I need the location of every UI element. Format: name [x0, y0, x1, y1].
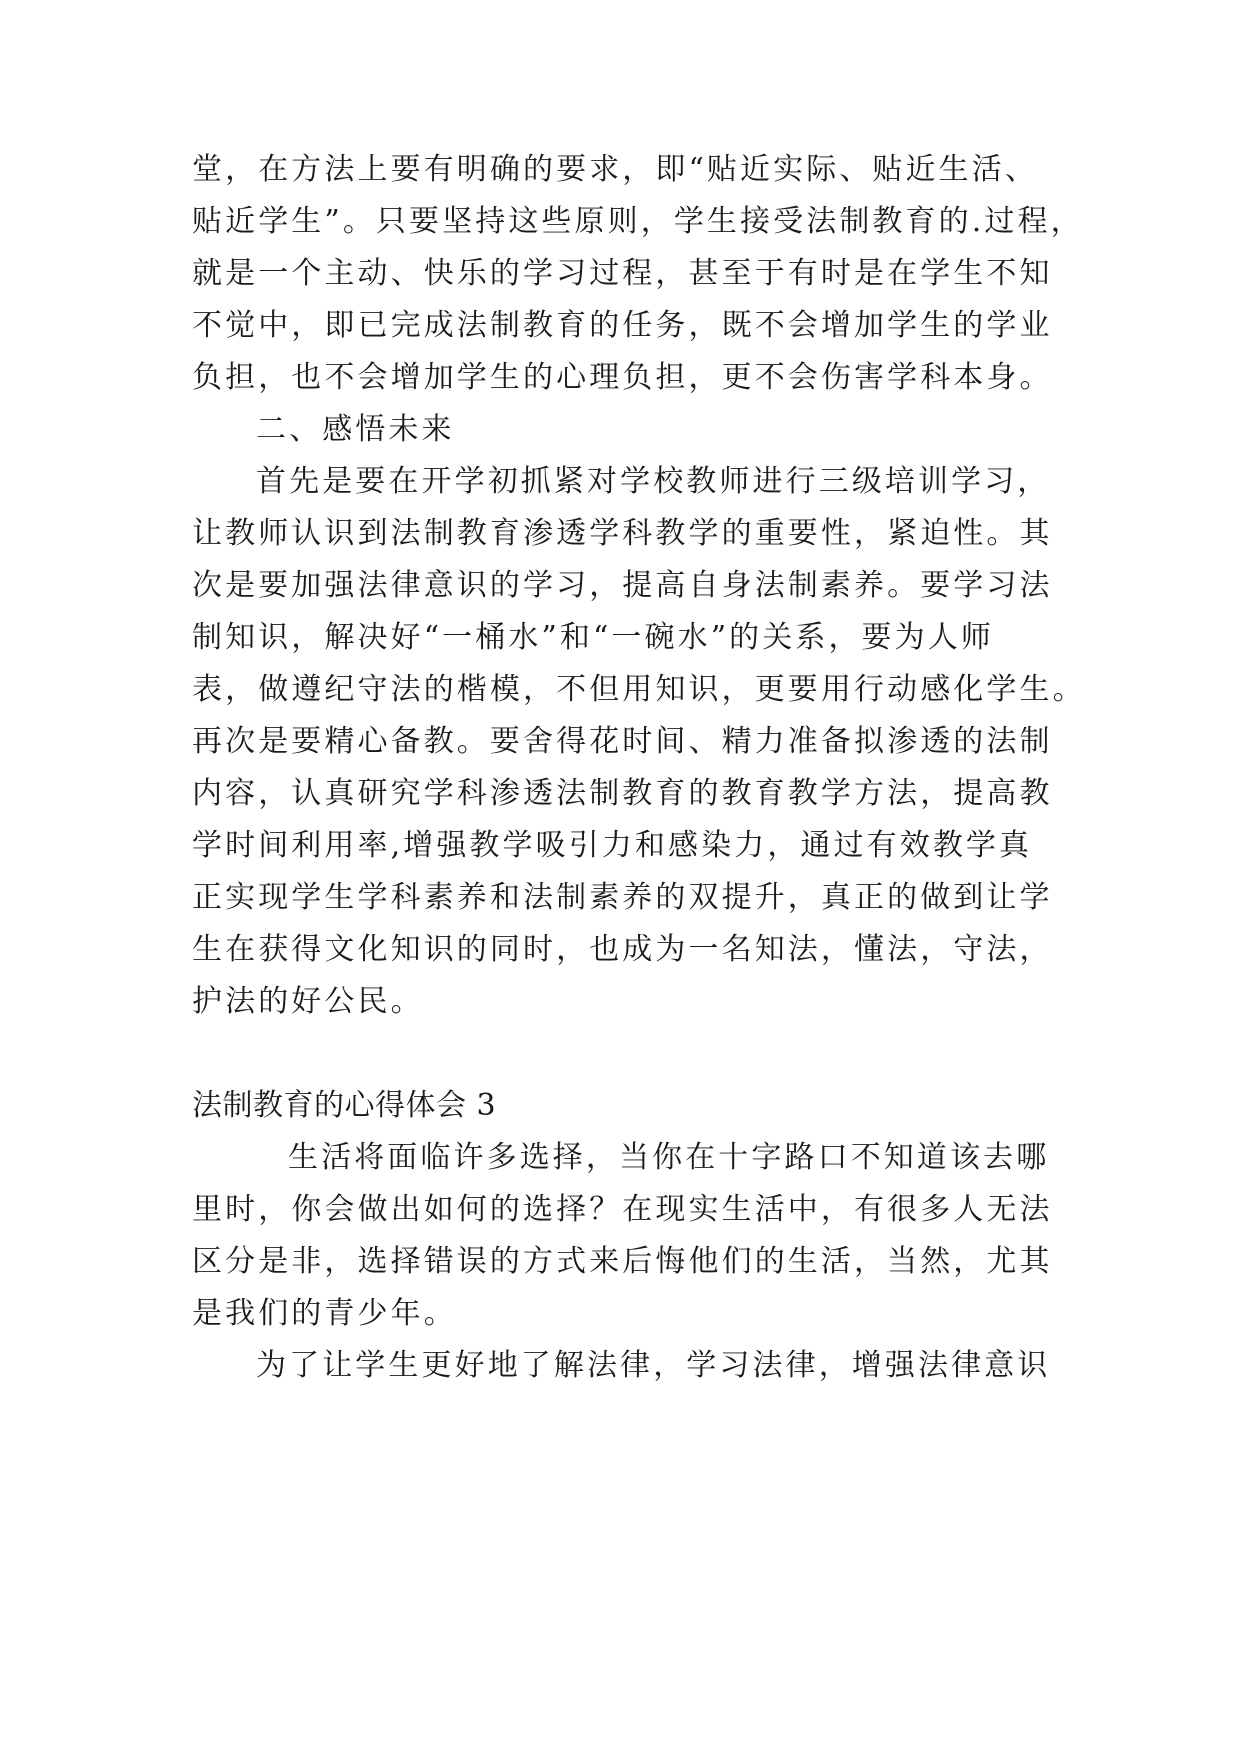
paragraph-line: 生活将面临许多选择，当你在十字路口不知道该去哪 [288, 1140, 1050, 1175]
paragraph-line: 护法的好公民。 [192, 984, 424, 1019]
paragraph-line: 生在获得文化知识的同时，也成为一名知法，懂法，守法， [192, 932, 1053, 967]
paragraph-line: 里时，你会做出如何的选择？在现实生活中，有很多人无法 [192, 1192, 1053, 1227]
paragraph-line: 负担，也不会增加学生的心理负担，更不会伤害学科本身。 [192, 360, 1053, 395]
paragraph-line: 内容，认真研究学科渗透法制教育的教育教学方法，提高教 [192, 776, 1053, 811]
paragraph-line: 正实现学生学科素养和法制素养的双提升，真正的做到让学 [192, 880, 1053, 915]
paragraph-line: 学时间利用率,增强教学吸引力和感染力，通过有效教学真 [192, 828, 1033, 863]
paragraph-line: 让教师认识到法制教育渗透学科教学的重要性，紧迫性。其 [192, 516, 1053, 551]
paragraph-line: 制知识，解决好“一桶水”和“一碗水”的关系，要为人师 [192, 620, 994, 655]
essay-title: 法制教育的心得体会 3 [192, 1088, 497, 1123]
paragraph-line: 贴近学生”。只要坚持这些原则，学生接受法制教育的.过程， [192, 204, 1084, 239]
paragraph-line: 是我们的青少年。 [192, 1296, 457, 1331]
paragraph-line: 为了让学生更好地了解法律，学习法律，增强法律意识 [256, 1348, 1051, 1383]
paragraph-line: 区分是非，选择错误的方式来后悔他们的生活，当然，尤其 [192, 1244, 1053, 1279]
paragraph-line: 表，做遵纪守法的楷模，不但用知识，更要用行动感化学生。 [192, 672, 1086, 707]
paragraph-line: 就是一个主动、快乐的学习过程，甚至于有时是在学生不知 [192, 256, 1053, 291]
section-heading: 二、感悟未来 [256, 412, 455, 447]
paragraph-line: 次是要加强法律意识的学习，提高自身法制素养。要学习法 [192, 568, 1053, 603]
paragraph-line: 不觉中，即已完成法制教育的任务，既不会增加学生的学业 [192, 308, 1053, 343]
paragraph-line: 再次是要精心备教。要舍得花时间、精力准备拟渗透的法制 [192, 724, 1053, 759]
paragraph-line: 首先是要在开学初抓紧对学校教师进行三级培训学习， [256, 464, 1051, 499]
paragraph-line: 堂，在方法上要有明确的要求，即“贴近实际、贴近生活、 [192, 152, 1038, 187]
